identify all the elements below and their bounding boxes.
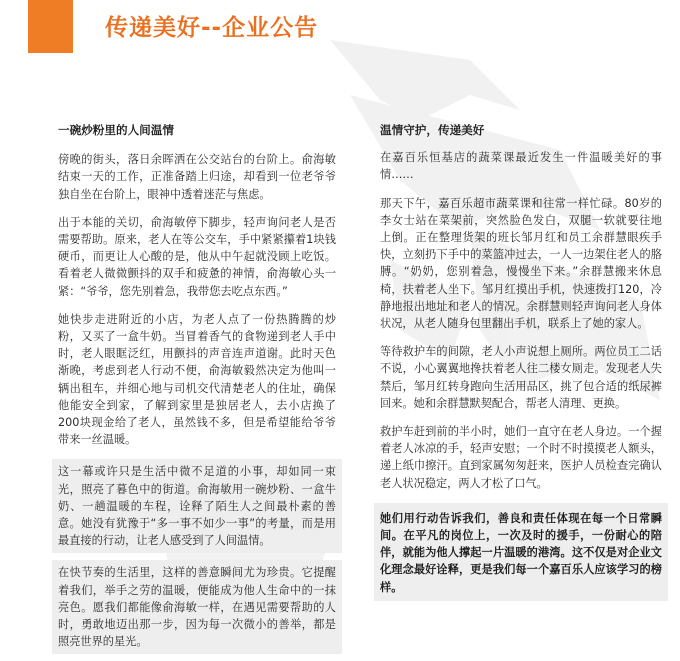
left-paragraph-2: 出于本能的关切，俞海敏停下脚步，轻声询问老人是否需要帮助。原来，老人在等公交车，手中紧紧攥着1块钱硬币，而更让人心酸的是，他从中午起就没顾上吃饭。看着老人微微颤抖的双手和疲惫的神情，俞海敏心头一紧：“爷爷，您先别着急，我带您去吃点东西。” [58, 215, 336, 298]
right-conclusion: 她们用行动告诉我们，善良和责任体现在每一个日常瞬间。在平凡的岗位上，一次及时的援手，一份耐心的陪伴，就能为他人撑起一片温暖的港湾。这不仅是对企业文化理念最好诠释，更是我们每一个嘉百乐人应该学习的榜样。 [374, 503, 668, 601]
left-shaded-paragraph-2: 在快节奏的生活里，这样的善意瞬间尤为珍贵。它提醒着我们，举手之劳的温暖，便能成为他人生命中的一抹亮色。愿我们都能像俞海敏一样，在遇见需要帮助的人时，勇敢地迈出那一步，因为每一次微小的善举，都是照亮世界的星光。 [52, 560, 342, 654]
right-paragraph-2: 那天下午，嘉百乐超市蔬菜课和往常一样忙碌。80岁的李女士站在菜架前，突然脸色发白，双腿一软就要往地 上倒。正在整理货架的班长邹月红和员工余群慧眼疾手快，立刻扔下手中的菜篮冲过去，一人一边架住老人的胳膊。“奶奶，您别着急，慢慢坐下来。”余群慧搬来休息椅，扶着老人坐下。邹月红摸出手机，快速拨打120，冷静地报出地址和老人的情况。余群慧则轻声询问老人身体状况，从老人随身包里翻出手机，联系上了她的家人。 [380, 196, 662, 331]
right-paragraph-3: 等待救护车的间隙，老人小声说想上厕所。两位员工二话不说，小心翼翼地搀扶着老人往二楼女厕走。发现老人失禁后，邹月红转身跑向生活用品区，挑了包合适的纸尿裤回来。她和余群慧默契配合，帮老人清理、更换。 [380, 345, 662, 410]
right-article-heading: 温情守护，传递美好 [380, 123, 485, 137]
right-article [380, 122, 662, 601]
left-shaded-paragraph-1: 这一幕或许只是生活中微不足道的小事，却如同一束光，照亮了暮色中的街道。俞海敏用一碗炒粉、一盒牛奶、一趟温暖的车程，诠释了陌生人之间最朴素的善意。她没有犹豫于“多一事不如少一事”的考量，而是用最直接的行动，让老人感受到了人间温情。 [52, 459, 342, 553]
left-paragraph-3: 她快步走进附近的小店，为老人点了一份热腾腾的炒粉，又买了一盒牛奶。当冒着香气的食物递到老人手中时，老人眼眶泛红，用颤抖的声音连声道谢。此时天色渐晚，考虑到老人行动不便，俞海敏毅然决定为他叫一辆出租车，并细心地与司机交代清楚老人的住址，确保他能安全到家，了解到家里是独居老人，去小店换了200块现金给了老人，虽然钱不多，但是希望能给爷爷带来一丝温暖。 [58, 312, 336, 447]
left-article-heading: 一碗炒粉里的人间温情 [58, 123, 174, 137]
left-article [58, 122, 336, 661]
right-paragraph-1: 在嘉百乐恒基店的蔬菜课最近发生一件温暖美好的事情…… [380, 151, 662, 182]
page-title: 传递美好--企业公告 [105, 15, 319, 41]
right-paragraph-4: 救护车赶到前的半小时，她们一直守在老人身边。一个握着老人冰凉的手，轻声安慰；一个时不时摸摸老人额头，递上纸巾擦汗。直到家属匆匆赶来，医护人员检查完确认老人状况稳定，两人才松了口气。 [380, 425, 662, 490]
left-paragraph-1: 傍晚的街头，落日余晖洒在公交站台的台阶上。俞海敏结束一天的工作，正准备踏上归途，却看到一位老爷爷独自坐在台阶上，眼神中透着迷茫与焦虑。 [58, 153, 336, 201]
